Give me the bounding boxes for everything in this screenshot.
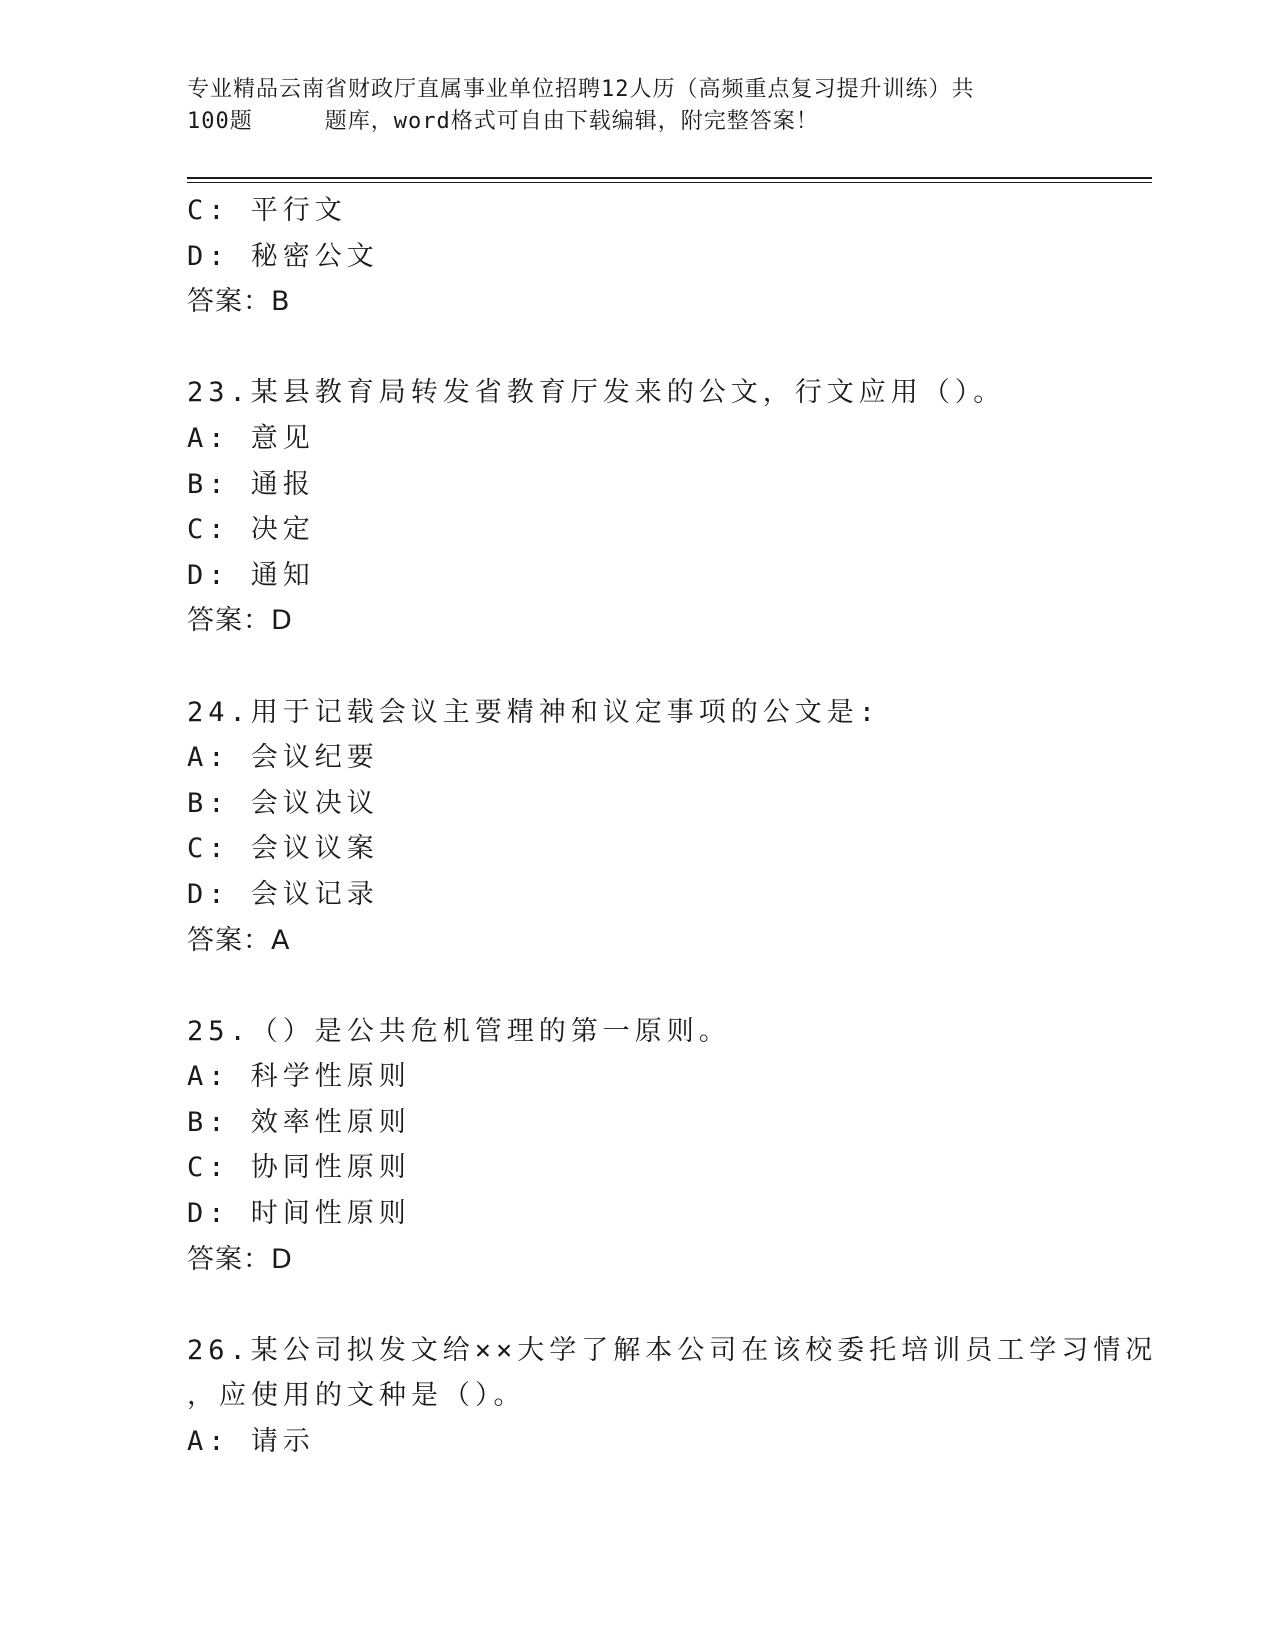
option-b: B: 会议决议 bbox=[187, 787, 379, 819]
question-23 bbox=[187, 370, 1087, 644]
question-24 bbox=[187, 690, 1087, 964]
question-stem: 26.某公司拟发文给××大学了解本公司在该校委托培训员工学习情况 bbox=[187, 1334, 1158, 1366]
option-d: D: 秘密公文 bbox=[187, 240, 379, 272]
question-stem: 25.（）是公共危机管理的第一原则。 bbox=[187, 1015, 731, 1047]
answer-line: 答案：D bbox=[187, 1243, 293, 1275]
answer-line: 答案：B bbox=[187, 286, 291, 318]
option-c: C: 平行文 bbox=[187, 195, 347, 226]
question-stem: 23.某县教育局转发省教育厅发来的公文，行文应用（）。 bbox=[187, 377, 1006, 409]
option-d: D: 会议记录 bbox=[187, 878, 379, 910]
header-title-line1: 专业精品云南省财政厅直属事业单位招聘12人历（高频重点复习提升训练）共 bbox=[187, 77, 975, 102]
header-description: 题库，word格式可自由下载编辑，附完整答案！ bbox=[324, 109, 819, 134]
answer-line: 答案：A bbox=[187, 924, 291, 956]
header-divider-thick bbox=[187, 177, 1152, 179]
header-question-count: 100题 bbox=[187, 109, 253, 134]
header-divider-thin bbox=[187, 182, 1152, 183]
option-c: C: 会议议案 bbox=[187, 833, 379, 865]
question-stem: 24.用于记载会议主要精神和议定事项的公文是: bbox=[187, 696, 881, 728]
option-d: D: 通知 bbox=[187, 559, 315, 591]
option-c: C: 协同性原则 bbox=[187, 1152, 411, 1184]
option-a: A: 会议纪要 bbox=[187, 742, 379, 774]
option-a: A: 科学性原则 bbox=[187, 1061, 411, 1093]
option-a: A: 请示 bbox=[187, 1426, 315, 1458]
question-list bbox=[187, 188, 1158, 1465]
question-25 bbox=[187, 1009, 1087, 1283]
option-a: A: 意见 bbox=[187, 422, 315, 454]
question-26 bbox=[187, 1328, 1158, 1465]
header-title-line2 bbox=[187, 106, 1087, 138]
option-c: C: 决定 bbox=[187, 514, 315, 546]
question-stem-continued: ，应使用的文种是（）。 bbox=[187, 1380, 526, 1412]
option-b: B: 效率性原则 bbox=[187, 1106, 411, 1138]
answer-line: 答案：D bbox=[187, 605, 293, 637]
question-22-tail bbox=[187, 188, 1087, 325]
document-header bbox=[187, 74, 1087, 138]
option-d: D: 时间性原则 bbox=[187, 1198, 411, 1230]
option-b: B: 通报 bbox=[187, 468, 315, 500]
